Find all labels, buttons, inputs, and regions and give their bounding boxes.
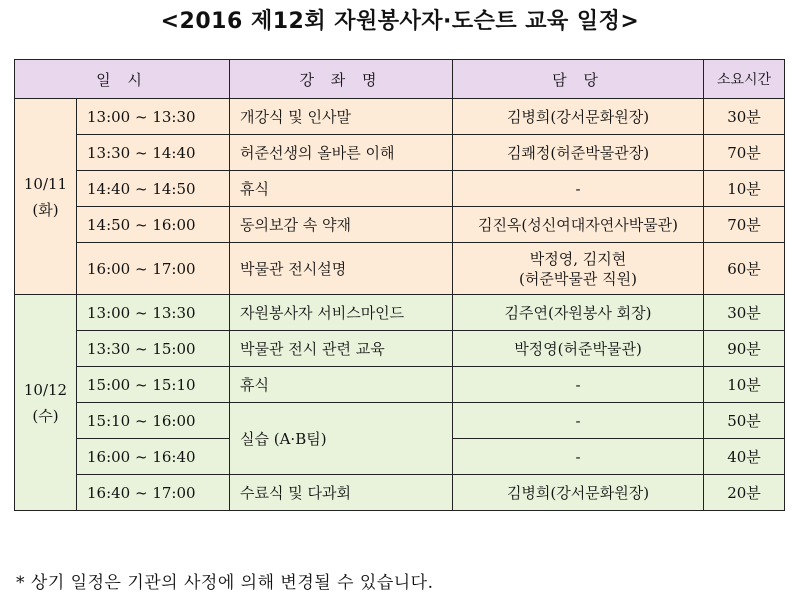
date-label: 10/12	[23, 380, 68, 399]
course-cell: 수료식 및 다과회	[230, 475, 453, 511]
course-cell: 박물관 전시설명	[230, 243, 453, 295]
course-cell: 동의보감 속 약재	[230, 207, 453, 243]
table-row	[15, 207, 785, 243]
person-cell: -	[453, 439, 704, 475]
person-cell: 김주연(자원봉사 회장)	[453, 295, 704, 331]
course-cell: 자원봉사자 서비스마인드	[230, 295, 453, 331]
duration-cell: 60분	[704, 243, 785, 295]
table-row	[15, 367, 785, 403]
time-cell: 13:30 ~ 14:40	[77, 135, 230, 171]
time-cell: 14:50 ~ 16:00	[77, 207, 230, 243]
time-cell: 15:00 ~ 15:10	[77, 367, 230, 403]
time-cell: 14:40 ~ 14:50	[77, 171, 230, 207]
table-row	[15, 475, 785, 511]
person-line-1: 박정영, 김지현	[529, 249, 627, 268]
time-cell: 15:10 ~ 16:00	[77, 403, 230, 439]
table-row	[15, 171, 785, 207]
course-cell: 휴식	[230, 367, 453, 403]
date-cell-day1	[15, 99, 77, 295]
page-title: <2016 제12회 자원봉사자·도슨트 교육 일정>	[160, 9, 640, 34]
schedule-table	[14, 59, 785, 511]
person-line-2: (허준박물관 직원)	[519, 269, 637, 288]
person-cell: -	[453, 367, 704, 403]
time-cell: 16:00 ~ 16:40	[77, 439, 230, 475]
header-course: 강 좌 명	[230, 60, 453, 99]
course-cell: 개강식 및 인사말	[230, 99, 453, 135]
duration-cell: 50분	[704, 403, 785, 439]
person-cell: 김쾌정(허준박물관장)	[453, 135, 704, 171]
duration-cell: 10분	[704, 171, 785, 207]
person-cell: 김병희(강서문화원장)	[453, 99, 704, 135]
person-cell: 김병희(강서문화원장)	[453, 475, 704, 511]
time-cell: 16:40 ~ 17:00	[77, 475, 230, 511]
person-cell: -	[453, 403, 704, 439]
course-cell: 허준선생의 올바른 이해	[230, 135, 453, 171]
date-cell-day2	[15, 295, 77, 511]
course-cell: 박물관 전시 관련 교육	[230, 331, 453, 367]
duration-cell: 30분	[704, 295, 785, 331]
header-date: 일 시	[15, 60, 230, 99]
weekday-label: (수)	[32, 406, 59, 425]
date-label: 10/11	[23, 174, 68, 193]
duration-cell: 10분	[704, 367, 785, 403]
weekday-label: (화)	[32, 200, 59, 219]
person-cell: -	[453, 171, 704, 207]
person-cell	[453, 243, 704, 295]
duration-cell: 40분	[704, 439, 785, 475]
header-person: 담 당	[453, 60, 704, 99]
time-cell: 13:00 ~ 13:30	[77, 99, 230, 135]
duration-cell: 70분	[704, 207, 785, 243]
duration-cell: 90분	[704, 331, 785, 367]
time-cell: 13:30 ~ 15:00	[77, 331, 230, 367]
header-duration: 소요시간	[704, 60, 785, 99]
table-row	[15, 135, 785, 171]
header-row	[15, 60, 785, 99]
table-row	[15, 243, 785, 295]
person-cell: 김진옥(성신여대자연사박물관)	[453, 207, 704, 243]
table-row	[15, 99, 785, 135]
duration-cell: 20분	[704, 475, 785, 511]
person-cell: 박정영(허준박물관)	[453, 331, 704, 367]
table-row	[15, 403, 785, 439]
course-cell: 실습 (A·B팀)	[230, 403, 453, 475]
duration-cell: 30분	[704, 99, 785, 135]
schedule-note: * 상기 일정은 기관의 사정에 의해 변경될 수 있습니다.	[16, 573, 434, 593]
table-row	[15, 295, 785, 331]
duration-cell: 70분	[704, 135, 785, 171]
time-cell: 16:00 ~ 17:00	[77, 243, 230, 295]
course-cell: 휴식	[230, 171, 453, 207]
table-row	[15, 331, 785, 367]
time-cell: 13:00 ~ 13:30	[77, 295, 230, 331]
